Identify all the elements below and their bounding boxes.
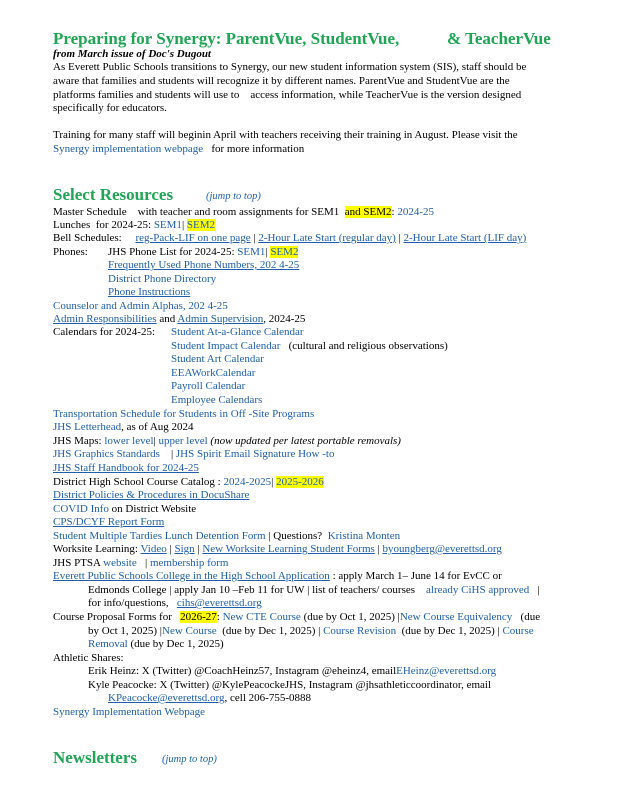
text: Course Proposal Forms for	[53, 611, 172, 623]
counselor-admin-alphas-link[interactable]: Counselor and Admin Alphas, 202 4-25	[53, 300, 228, 312]
text: Erik Heinz: X (Twitter) @CoachHeinz57, Instagram @eheinz4, email	[88, 665, 397, 677]
map-lower-level-link[interactable]: lower level	[104, 435, 154, 447]
synergy-webpage-link[interactable]: Synergy Implementation Webpage	[53, 706, 206, 718]
text: platforms families and students will use to	[53, 89, 240, 101]
phones-label: Phones:	[53, 246, 88, 258]
kyle-email-link[interactable]: KPeacocke@everettsd.org	[108, 692, 225, 704]
kyle-email-line	[108, 692, 311, 705]
text: (due by Oct 1, 2025) |	[303, 611, 400, 623]
athletic-shares-label: Athletic Shares:	[53, 652, 124, 664]
synergy-source: from March issue of Doc's Dugout	[53, 48, 211, 60]
text: |	[271, 476, 274, 488]
text: and	[344, 206, 361, 218]
new-course-equivalency-link[interactable]: New Course Equivalency	[399, 611, 513, 623]
worksite-sign-link[interactable]: Sign	[174, 543, 195, 555]
spirit-email-signature-link[interactable]: JHS Spirit Email Signature How -to	[175, 448, 335, 460]
staff-handbook-link[interactable]: JHS Staff Handbook for 2024-25	[53, 462, 199, 474]
synergy-para1-line3	[53, 89, 521, 102]
college-in-high-school-link[interactable]: Everett Public Schools College in the High School Application	[53, 570, 330, 582]
college-line-3	[88, 597, 262, 610]
frequent-phone-numbers-link[interactable]: Frequently Used Phone Numbers, 202 4-25	[108, 259, 300, 271]
text: (due by Dec 1, 2025) |	[222, 625, 321, 637]
course-removal-link[interactable]: Course	[502, 625, 534, 637]
cihs-email-link[interactable]: cihs@everettsd.org	[176, 597, 262, 609]
text: Worksite Learning:	[53, 543, 138, 555]
worksite-line	[53, 543, 502, 556]
bell-late-start-lif-link[interactable]: 2-Hour Late Start (LIF day)	[403, 232, 527, 244]
newsletters-title: Newsletters	[53, 748, 138, 767]
text: |	[398, 232, 401, 244]
text: Lunches	[53, 219, 91, 231]
text: |	[181, 219, 185, 231]
resources-jump-to-top[interactable]: (jump to top)	[206, 191, 261, 202]
text: |	[265, 246, 268, 258]
text: (due	[520, 611, 541, 623]
course-proposal-line-2	[88, 625, 534, 638]
newsletters-jump-to-top[interactable]: (jump to top)	[162, 754, 217, 765]
student-at-a-glance-calendar-link[interactable]: Student At-a-Glance Calendar	[171, 326, 304, 338]
calendars-label: Calendars for 2024-25:	[53, 326, 156, 338]
master-schedule-label: Master Schedule	[53, 206, 127, 218]
lunch-sem1-link[interactable]: SEM1	[153, 219, 182, 231]
employee-calendars-link[interactable]: Employee Calendars	[171, 394, 263, 406]
erik-heinz-line	[88, 665, 496, 678]
text: (now updated per latest portable removals)	[210, 435, 401, 447]
text: teachers/ courses	[340, 584, 416, 596]
letterhead-line	[53, 421, 194, 434]
text: with teacher and room assignments for SEM1	[137, 206, 340, 218]
text: 2026-27	[180, 611, 217, 623]
course-removal-link-cont[interactable]: Removal	[88, 638, 128, 650]
text: |	[153, 435, 156, 447]
text: JHS Phone List for 2024-25:	[108, 246, 235, 258]
covid-info-link[interactable]: COVID Info	[53, 503, 109, 515]
course-proposal-line-3	[88, 638, 224, 651]
kristina-monten-link[interactable]: Kristina Monten	[327, 530, 401, 542]
worksite-video-link[interactable]: Video	[140, 543, 167, 555]
master-schedule-link[interactable]: 2024-25	[397, 206, 435, 218]
student-art-calendar-link[interactable]: Student Art Calendar	[171, 353, 264, 365]
ptsa-line	[53, 557, 228, 570]
text: , cell 206-755-0888	[224, 692, 311, 704]
worksite-forms-link[interactable]: New Worksite Learning Student Forms	[202, 543, 375, 555]
text: : apply March 1– June 14 for EvCC or	[332, 570, 502, 582]
text: |	[170, 448, 174, 460]
text: for info/questions,	[88, 597, 169, 609]
text: |	[145, 557, 148, 569]
text: |	[377, 543, 380, 555]
phones-line	[108, 246, 298, 259]
text: , 2024-25	[263, 313, 306, 325]
district-phone-directory-link[interactable]: District Phone Directory	[108, 273, 217, 285]
bell-schedules-line	[53, 232, 526, 245]
jhs-letterhead-link[interactable]: JHS Letterhead	[53, 421, 122, 433]
phones-sem1-link[interactable]: SEM1	[237, 246, 266, 258]
text: JHS PTSA	[53, 557, 101, 569]
lunch-sem2-link[interactable]: SEM2	[186, 219, 216, 231]
text: Bell Schedules:	[53, 232, 122, 244]
new-cte-course-link[interactable]: New CTE Course	[222, 611, 301, 623]
synergy-para1-line4: specifically for educators.	[53, 102, 167, 114]
tardies-detention-form-link[interactable]: Student Multiple Tardies Lunch Detention Form	[53, 530, 266, 542]
catalog-2025-2026-link[interactable]: 2025-2026	[276, 476, 324, 488]
new-course-link[interactable]: New Course	[162, 625, 217, 637]
text: and	[159, 313, 176, 325]
text: SEM2	[363, 206, 392, 218]
kyle-peacocke-line: Kyle Peacocke: X (Twitter) @KylePeacockeJHS, Instagram @jhsathleticcoordinator, email	[88, 679, 491, 691]
text: by Oct 1, 2025) |	[88, 625, 162, 637]
phones-sem2-link[interactable]: SEM2	[270, 246, 299, 258]
worksite-email-link[interactable]: byoungberg@everettsd.org	[382, 543, 502, 555]
text: :	[216, 611, 220, 623]
course-catalog-line	[53, 476, 324, 489]
covid-line	[53, 503, 196, 516]
catalog-2024-2025-link[interactable]: 2024-2025	[223, 476, 272, 488]
cps-dcyf-report-link[interactable]: CPS/DCYF Report Form	[53, 516, 165, 528]
text: | Questions?	[268, 530, 323, 542]
student-impact-calendar-link[interactable]: Student Impact Calendar	[171, 340, 281, 352]
payroll-calendar-link[interactable]: Payroll Calendar	[171, 380, 246, 392]
synergy-implementation-link[interactable]: Synergy implementation webpage	[53, 143, 204, 155]
maps-line	[53, 435, 401, 448]
text: Edmonds College | apply Jan 10 –Feb 11 for UW | list of	[88, 584, 338, 596]
text: |	[253, 232, 256, 244]
text: |	[197, 543, 200, 555]
admin-responsibilities-link[interactable]: Admin Responsibilities	[53, 313, 157, 325]
synergy-title: Preparing for Synergy: ParentVue, StudentVue,	[53, 29, 400, 48]
college-line-2	[88, 584, 540, 597]
ptsa-membership-form-link[interactable]: membership form	[149, 557, 229, 569]
district-policies-link[interactable]: District Policies & Procedures in DocuShare	[53, 489, 250, 501]
admin-line	[53, 313, 305, 326]
graphics-line	[53, 448, 334, 461]
course-revision-link[interactable]: Course Revision	[323, 625, 397, 637]
resources-title: Select Resources	[53, 185, 174, 204]
cihs-approved-link[interactable]: already CiHS approved	[426, 584, 530, 596]
master-schedule-line	[53, 206, 434, 219]
ptsa-website-link[interactable]: website	[103, 557, 137, 569]
text: :	[391, 206, 395, 218]
college-line-1	[53, 570, 502, 583]
phone-instructions-link[interactable]: Phone Instructions	[108, 286, 191, 298]
text: , as of Aug 2024	[121, 421, 194, 433]
text: (due by Dec 1, 2025) |	[401, 625, 500, 637]
text: District High School Course Catalog :	[53, 476, 221, 488]
synergy-para2-line2	[53, 143, 304, 156]
text: access information, while TeacherVue is the version designed	[250, 89, 522, 101]
text: |	[537, 584, 540, 596]
text: for more information	[211, 143, 305, 155]
eea-work-calendar-link[interactable]: EEAWorkCalendar	[171, 367, 256, 379]
text: (due by Dec 1, 2025)	[130, 638, 224, 650]
lunches-line	[53, 219, 215, 232]
bell-reg-pack-lif-link[interactable]: reg-Pack-LIF on one page	[135, 232, 251, 244]
admin-supervision-link[interactable]: Admin Supervision	[177, 313, 264, 325]
course-proposal-line-1	[53, 611, 540, 624]
synergy-title-right: & TeacherVue	[447, 29, 551, 48]
transportation-schedule-link[interactable]: Transportation Schedule for Students in Off -Site Programs	[53, 408, 315, 420]
synergy-para1-line2: aware that families and students will recognize it by different names. ParentVue and StudentVue are the	[53, 75, 510, 87]
erik-email-link[interactable]: EHeinz@everettsd.org	[396, 665, 497, 677]
graphics-standards-link[interactable]: JHS Graphics Standards	[53, 448, 160, 460]
text: for 2024-25:	[95, 219, 152, 231]
student-impact-line	[171, 340, 448, 353]
text: JHS Maps:	[53, 435, 102, 447]
text: |	[169, 543, 172, 555]
tardies-line	[53, 530, 400, 543]
map-upper-level-link[interactable]: upper level	[158, 435, 208, 447]
synergy-para2-line1: Training for many staff will beginin April with teachers receiving their training in August. Please visit the	[53, 129, 518, 141]
text: on District Website	[111, 503, 197, 515]
synergy-para1-line1: As Everett Public Schools transitions to Synergy, our new student information system (SIS), staff should be	[53, 61, 527, 73]
text: (cultural and religious observations)	[288, 340, 448, 352]
bell-late-start-regular-link[interactable]: 2-Hour Late Start (regular day)	[258, 232, 396, 244]
